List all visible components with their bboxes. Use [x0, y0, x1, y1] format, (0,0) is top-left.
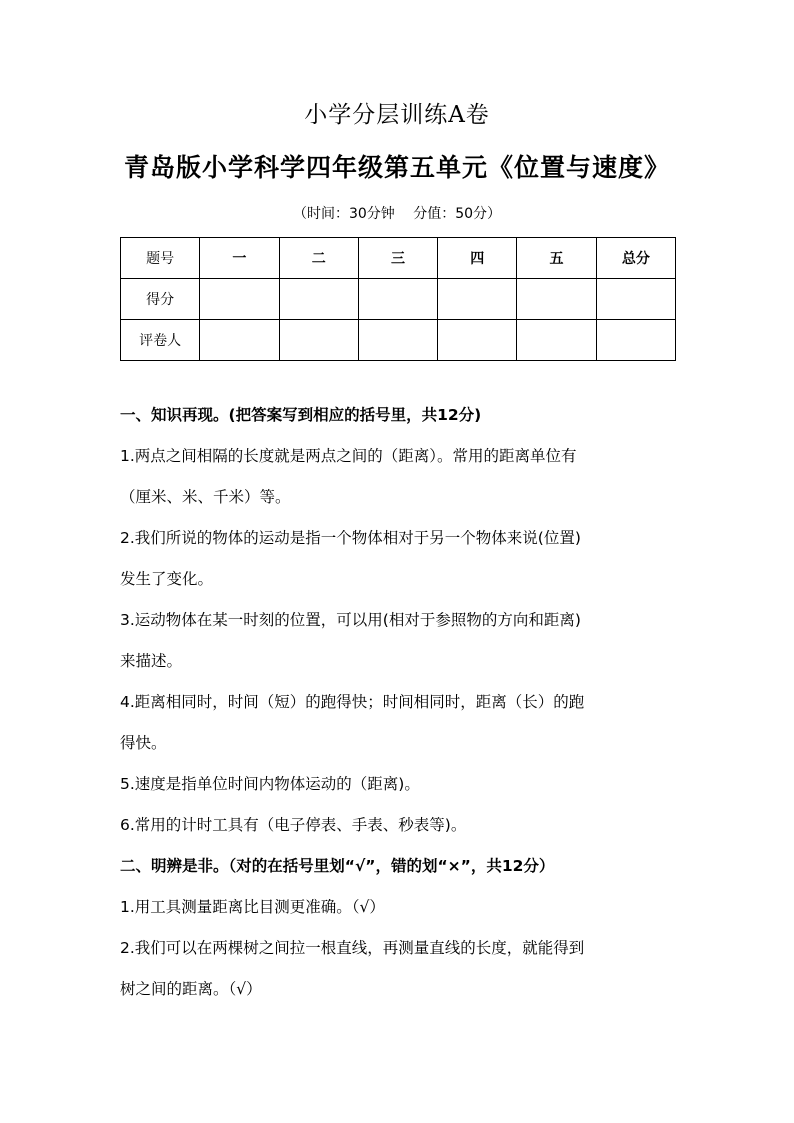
header-cell: 二 — [279, 238, 358, 279]
grader-cell[interactable] — [438, 320, 517, 361]
score-cell[interactable] — [200, 279, 279, 320]
score-cell[interactable] — [517, 279, 596, 320]
question-content — [120, 395, 680, 1010]
score-table — [120, 237, 676, 361]
header-cell: 三 — [358, 238, 437, 279]
score-table-header-row — [121, 238, 676, 279]
section-heading: 一、知识再现。(把答案写到相应的括号里，共12分) — [120, 406, 482, 424]
score-cell[interactable] — [358, 279, 437, 320]
page-title: 青岛版小学科学四年级第五单元《位置与速度》 — [123, 153, 670, 182]
grader-row — [121, 320, 676, 361]
question-line: 2.我们可以在两棵树之间拉一根直线，再测量直线的长度，就能得到 — [120, 939, 585, 957]
row-label: 评卷人 — [121, 320, 200, 361]
grader-cell[interactable] — [358, 320, 437, 361]
question-line: 3.运动物体在某一时刻的位置，可以用(相对于参照物的方向和距离) — [120, 611, 581, 629]
question-line: （厘米、米、千米）等。 — [120, 488, 291, 506]
header-cell: 一 — [200, 238, 279, 279]
section-heading: 二、明辨是非。（对的在括号里划“√”，错的划“×”，共12分） — [120, 857, 555, 875]
question-line: 2.我们所说的物体的运动是指一个物体相对于另一个物体来说(位置) — [120, 529, 581, 547]
score-cell[interactable] — [596, 279, 675, 320]
question-line: 1.两点之间相隔的长度就是两点之间的（距离）。常用的距离单位有 — [120, 447, 577, 465]
question-line: 1.用工具测量距离比目测更准确。（√） — [120, 898, 385, 916]
header-cell: 四 — [438, 238, 517, 279]
grader-cell[interactable] — [279, 320, 358, 361]
row-label: 得分 — [121, 279, 200, 320]
series-title: 小学分层训练A卷 — [304, 102, 490, 128]
score-cell[interactable] — [438, 279, 517, 320]
grader-cell[interactable] — [200, 320, 279, 361]
grader-cell[interactable] — [596, 320, 675, 361]
header-cell: 五 — [517, 238, 596, 279]
score-cell[interactable] — [279, 279, 358, 320]
question-line: 发生了变化。 — [120, 570, 214, 588]
question-line: 6.常用的计时工具有（电子停表、手表、秒表等)。 — [120, 816, 467, 834]
question-line: 树之间的距离。（√） — [120, 980, 262, 998]
header-cell: 题号 — [121, 238, 200, 279]
grader-cell[interactable] — [517, 320, 596, 361]
question-line: 5.速度是指单位时间内物体运动的（距离)。 — [120, 775, 420, 793]
header-cell: 总分 — [596, 238, 675, 279]
question-line: 得快。 — [120, 734, 167, 752]
score-row — [121, 279, 676, 320]
exam-meta: （时间：30分钟 分值：50分） — [292, 206, 502, 222]
question-line: 来描述。 — [120, 652, 183, 670]
question-line: 4.距离相同时，时间（短）的跑得快；时间相同时，距离（长）的跑 — [120, 693, 585, 711]
